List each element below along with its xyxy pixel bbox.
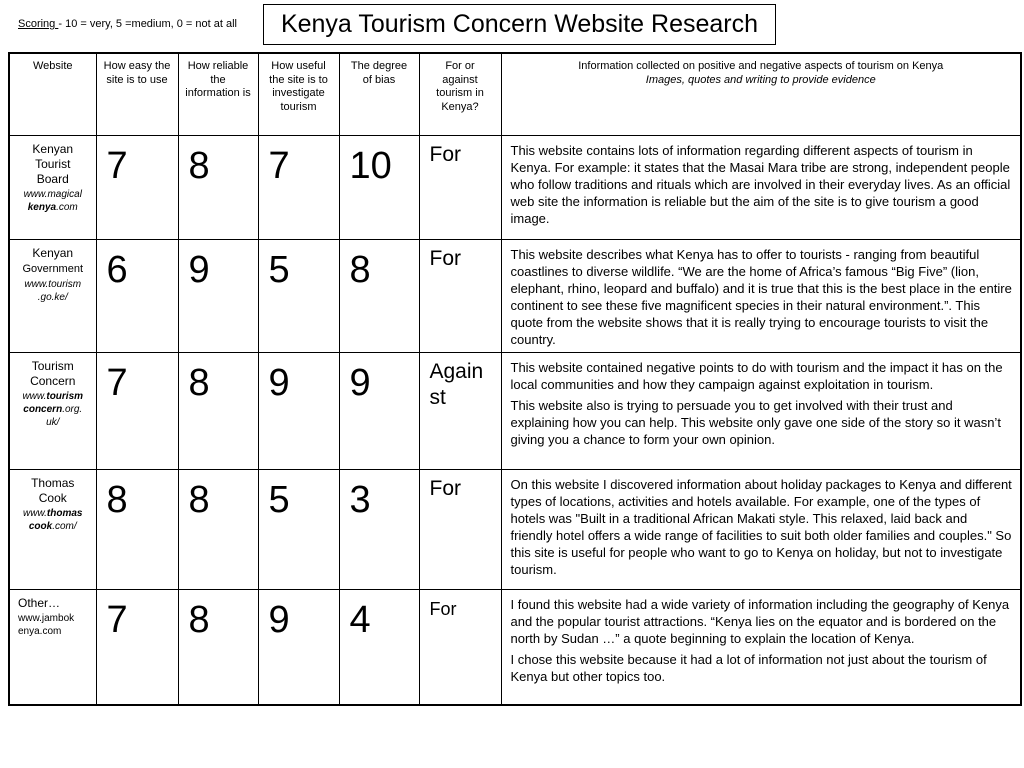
header-reliable	[178, 53, 258, 135]
research-table	[8, 52, 1022, 706]
website-url: www.tourism .go.ke/	[24, 278, 82, 303]
stance-value: For	[419, 469, 501, 589]
header-bias-text: The degree of bias	[350, 60, 408, 86]
header-stance-text: For or against tourism in Kenya?	[436, 60, 484, 113]
header-bias	[339, 53, 419, 135]
website-name: Tourism Concern	[30, 358, 76, 388]
info-cell	[501, 352, 1021, 469]
info-paragraph: I chose this website because it had a lot of information not just about the tourism of Kenya but other topics too.	[510, 651, 987, 684]
info-cell	[501, 469, 1021, 589]
stance-value: For	[419, 135, 501, 239]
reliable-score: 8	[178, 352, 258, 469]
website-url: www.thomas cook.com/	[23, 507, 83, 532]
scoring-legend	[18, 18, 237, 30]
header-website: Website	[9, 53, 96, 135]
header-useful-text: How useful the site is to investigate tourism	[269, 60, 328, 113]
website-cell	[9, 135, 96, 239]
reliable-score: 8	[178, 589, 258, 705]
stance-value: Again st	[419, 352, 501, 469]
ease-score: 7	[96, 135, 178, 239]
info-cell	[501, 239, 1021, 352]
ease-score: 7	[96, 352, 178, 469]
header-reliable-text: How reliable the information is	[185, 60, 251, 99]
useful-score: 9	[258, 352, 339, 469]
table-row	[9, 239, 1021, 352]
table-row	[9, 469, 1021, 589]
useful-score: 5	[258, 469, 339, 589]
header-info	[501, 53, 1021, 135]
bias-score: 10	[339, 135, 419, 239]
reliable-score: 8	[178, 135, 258, 239]
header-info-subtitle: Images, quotes and writing to provide evidence	[645, 73, 876, 86]
bias-score: 9	[339, 352, 419, 469]
table-row	[9, 352, 1021, 469]
useful-score: 9	[258, 589, 339, 705]
header-ease	[96, 53, 178, 135]
info-paragraph: This website also is trying to persuade you to get involved with their trust and explaining how you can help. This website only gave one side of the story so it wasn’t giving you a chance to form your own opinion.	[510, 397, 1001, 447]
info-paragraph: This website describes what Kenya has to offer to tourists - ranging from beautiful coastlines to diverse wildlife. “We are the home of Africa’s famous “Big Five” (lion, elephant, rhino, leopard and buffalo) and it is true that this is the best place in the entire continent to see these five magnificent species in their natural environment.”. This quote from the website shows that it is really trying to encourage tourists to visit the country.	[510, 246, 1012, 347]
reliable-score: 9	[178, 239, 258, 352]
website-name: Kenyan Tourist Board	[32, 141, 74, 186]
ease-score: 7	[96, 589, 178, 705]
website-cell	[9, 352, 96, 469]
page-title: Kenya Tourism Concern Website Research	[263, 4, 776, 45]
header-row	[9, 53, 1021, 135]
table-row	[9, 135, 1021, 239]
scoring-text: - 10 = very, 5 =medium, 0 = not at all	[58, 18, 237, 30]
scoring-label: Scoring	[18, 18, 59, 30]
bias-score: 4	[339, 589, 419, 705]
info-paragraph: This website contains lots of information regarding different aspects of tourism in Kenya. For example: it states that the Masai Mara tribe are strong, independent people who follow traditions and rituals which are involved in their everyday lives. As an official web site the information is reliable but the aim of the site is to give tourism a good image.	[510, 142, 1011, 226]
useful-score: 7	[258, 135, 339, 239]
header-stance	[419, 53, 501, 135]
website-url: www.jambok enya.com	[18, 612, 75, 637]
website-name: Thomas Cook	[31, 475, 75, 505]
bias-score: 8	[339, 239, 419, 352]
info-paragraph: On this website I discovered information about holiday packages to Kenya and different types of locations, activities and hotels available. For example, one of the types of hotels was "Built in a traditional African Makati style. This relaxed, laid back and friendly hotel offers a wide range of facilities to suit both older families and couples." So this site is useful for people who want to go to Kenya on holiday, but not to investigate tourism.	[510, 476, 1012, 577]
website-cell	[9, 469, 96, 589]
table-row	[9, 589, 1021, 705]
info-paragraph: This website contained negative points to do with tourism and the impact it has on the local communities and how they campaign against exploitation in tourism.	[510, 359, 1003, 392]
website-name: Kenyan Government	[22, 245, 84, 275]
stance-value: For	[419, 239, 501, 352]
info-cell	[501, 589, 1021, 705]
website-name: Other…	[18, 595, 61, 610]
stance-value: For	[419, 589, 501, 705]
ease-score: 8	[96, 469, 178, 589]
header-useful	[258, 53, 339, 135]
header-info-title: Information collected on positive and negative aspects of tourism on Kenya	[578, 60, 944, 72]
info-paragraph: I found this website had a wide variety of information including the geography of Kenya and the popular tourist attractions. “Kenya lies on the equator and is bordered on the north by Sudan …” a quote beginning to explain the location of Kenya.	[510, 596, 1010, 646]
website-url: www.magical kenya.com	[23, 188, 82, 213]
ease-score: 6	[96, 239, 178, 352]
bias-score: 3	[339, 469, 419, 589]
website-cell	[9, 239, 96, 352]
header-ease-text: How easy the site is to use	[103, 60, 171, 86]
useful-score: 5	[258, 239, 339, 352]
info-cell	[501, 135, 1021, 239]
website-cell	[9, 589, 96, 705]
reliable-score: 8	[178, 469, 258, 589]
website-url: www.tourism concern.org. uk/	[22, 390, 84, 428]
